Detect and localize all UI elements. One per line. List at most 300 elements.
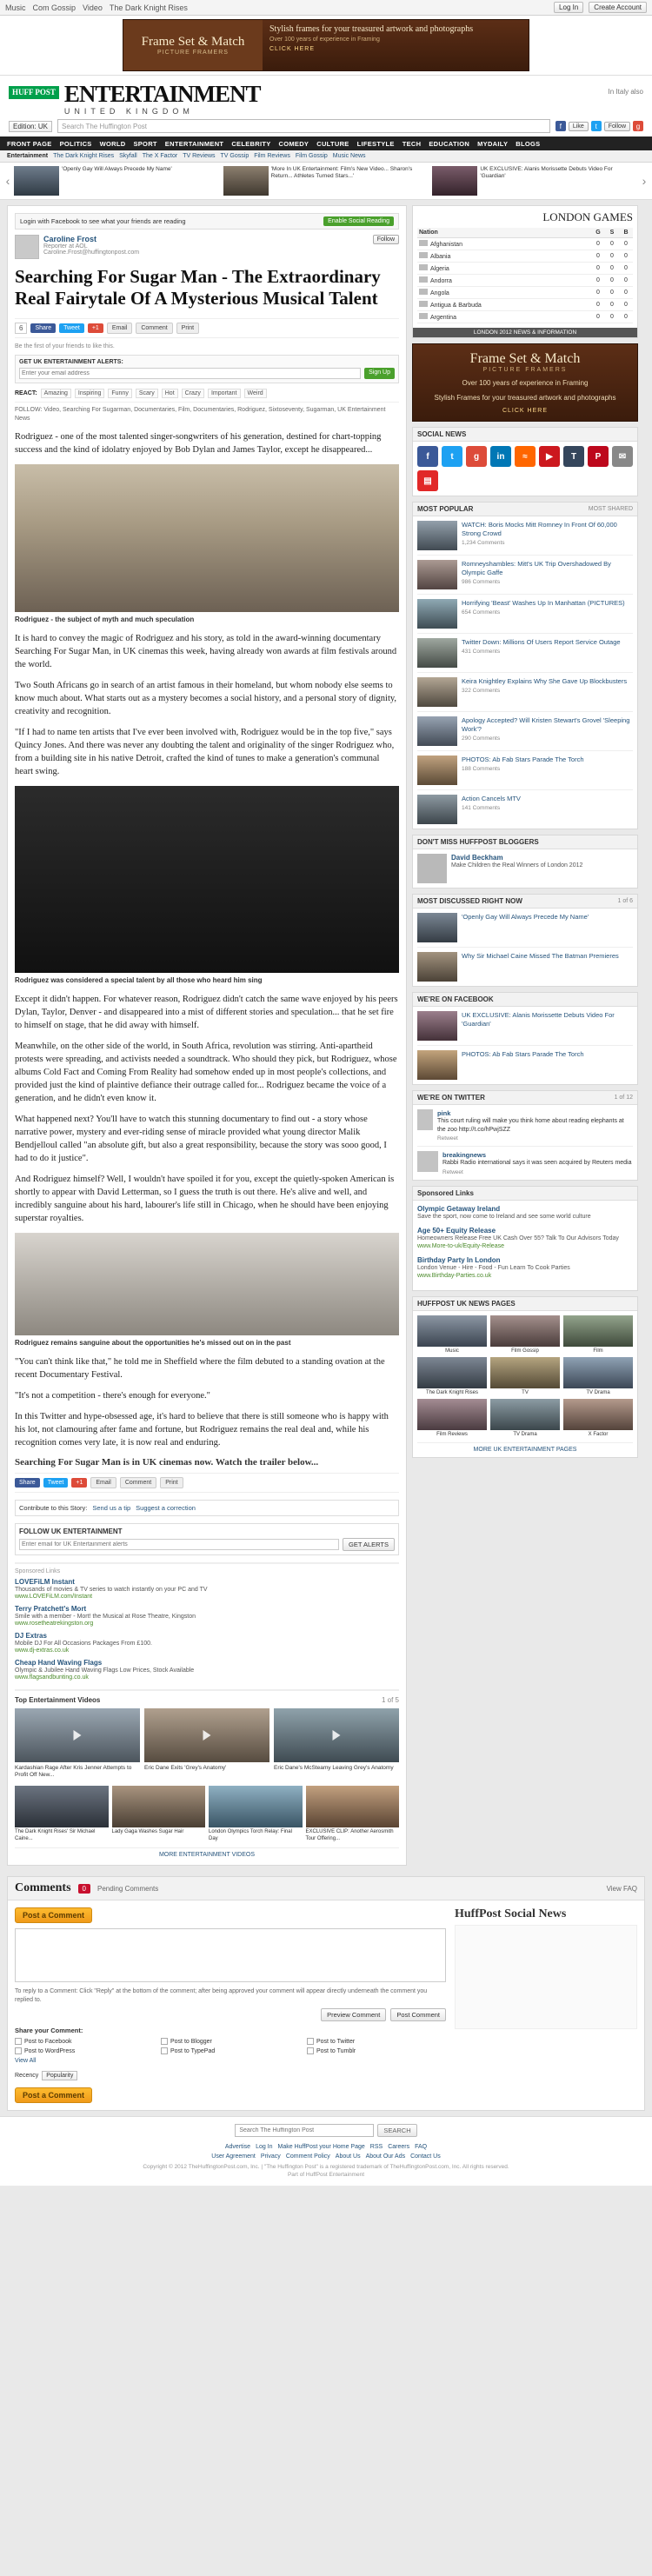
sponsored-link-title[interactable]: DJ Extras	[15, 1632, 47, 1640]
nav-item-celebrity[interactable]: CELEBRITY	[231, 139, 271, 148]
comments-faq-link[interactable]: View FAQ	[606, 1884, 637, 1893]
list-item[interactable]	[417, 516, 633, 556]
linkedin-icon[interactable]: in	[490, 446, 511, 467]
sidebar-ad-cta[interactable]: CLICK HERE	[502, 408, 548, 414]
footer-link-contact-us[interactable]: Contact Us	[410, 2153, 441, 2160]
news-page-card[interactable]	[490, 1399, 560, 1437]
video-thumbnail[interactable]	[15, 1786, 109, 1827]
topbar-links	[5, 3, 554, 12]
footer-link-careers[interactable]: Careers	[388, 2144, 410, 2150]
list-item-thumbnail	[417, 521, 457, 550]
sidebar-ad-brand-sub: PICTURE FRAMERS	[482, 367, 568, 373]
google-plus-icon[interactable]: g	[466, 446, 487, 467]
social-reading-strip	[15, 213, 399, 230]
footer-links-row-1	[7, 2144, 645, 2150]
video-thumb-card[interactable]	[15, 1786, 109, 1842]
footer-link-homepage[interactable]: Make HuffPost your Home Page	[277, 2144, 365, 2150]
article-paragraph-0: Rodriguez - one of the most talented singer-songwriters of his generation, destined for chart-topping success and the kind of idolatry enjoyed by Bob Dylan and James Taylor, except he disappeared...	[15, 432, 382, 455]
checkbox-icon[interactable]	[15, 2038, 22, 2045]
sponsored-link-item[interactable]	[15, 1659, 399, 1681]
checkbox-icon[interactable]	[15, 2047, 22, 2054]
submit-comment-button[interactable]: Post Comment	[390, 2008, 446, 2021]
play-icon	[74, 1730, 82, 1741]
most-popular-tab[interactable]: MOST POPULAR	[417, 505, 474, 513]
author-name[interactable]: Caroline Frost	[43, 235, 97, 243]
list-item-title[interactable]: PHOTOS: Ab Fab Stars Parade The Torch	[462, 1050, 584, 1058]
more-news-pages-link[interactable]: MORE UK ENTERTAINMENT PAGES	[417, 1442, 633, 1453]
create-account-button[interactable]: Create Account	[589, 2, 647, 13]
tumblr-icon[interactable]: T	[563, 446, 584, 467]
cell-bronze: 0	[619, 311, 633, 323]
share-print-button-bottom[interactable]: Print	[160, 1477, 183, 1488]
video-thumb-card[interactable]	[209, 1786, 303, 1842]
cell-nation	[417, 238, 591, 250]
flipboard-icon[interactable]: ▤	[417, 470, 438, 491]
social-news-header: SOCIAL NEWS	[413, 428, 637, 442]
olympics-footer-link[interactable]: LONDON 2012 NEWS & INFORMATION	[413, 328, 637, 337]
news-page-label[interactable]: TV	[522, 1389, 529, 1395]
olympics-medal-module	[412, 205, 638, 338]
checkbox-icon[interactable]	[161, 2047, 168, 2054]
video-card[interactable]	[144, 1708, 269, 1779]
nav-item-blogs[interactable]: BLOGS	[516, 139, 541, 148]
contribute-box	[15, 1500, 399, 1516]
author-role: Reporter at AOL	[43, 243, 88, 250]
nation-name: Angola	[430, 290, 449, 296]
pinterest-icon[interactable]: P	[588, 446, 609, 467]
video-thumbnail[interactable]	[144, 1708, 269, 1762]
facebook-like-button[interactable]: Like	[569, 122, 589, 131]
nav-item-comedy[interactable]: COMEDY	[278, 139, 309, 148]
olympics-title: LONDON GAMES	[542, 210, 633, 223]
article-column	[7, 205, 407, 1866]
comment-textarea[interactable]	[15, 1928, 446, 1982]
blogger-name[interactable]: David Beckham	[451, 854, 503, 862]
carousel-prev-icon[interactable]: ‹	[5, 174, 10, 188]
list-item-title[interactable]: Apology Accepted? Will Kristen Stewart's Grovel 'Sleeping Work'?	[462, 716, 630, 733]
edition-selector[interactable]: Edition: UK	[9, 121, 52, 132]
youtube-icon[interactable]: ▶	[539, 446, 560, 467]
sponsored-links-header: Sponsored Links	[15, 1568, 61, 1574]
carousel-thumb	[223, 166, 269, 196]
news-page-card[interactable]	[563, 1315, 633, 1354]
news-page-label[interactable]: X Factor	[588, 1431, 609, 1437]
cell-bronze: 0	[619, 263, 633, 275]
topbar-link-3[interactable]: The Dark Knight Rises	[109, 3, 188, 12]
flag-icon	[419, 252, 428, 258]
sponsored-link-url: www.dj-extras.co.uk	[15, 1647, 70, 1654]
footer-link-privacy[interactable]: Privacy	[260, 2153, 281, 2160]
video-thumbnail[interactable]	[15, 1708, 140, 1762]
react-scary[interactable]: Scary	[136, 389, 158, 398]
list-item[interactable]	[417, 595, 633, 634]
nation-name: Afghanistan	[430, 242, 462, 248]
cell-silver: 0	[605, 287, 619, 299]
blogger-post-title[interactable]: Make Children the Real Winners of London 2012	[451, 862, 583, 869]
list-item-title[interactable]: 'Openly Gay Will Always Precede My Name'	[462, 913, 589, 921]
react-weird[interactable]: Weird	[244, 389, 267, 398]
article-caption-1: Rodriguez - the subject of myth and much speculation	[15, 616, 195, 623]
list-item-title[interactable]: WATCH: Boris Mocks Mitt Romney In Front Of 60,000 Strong Crowd	[462, 521, 617, 537]
pending-comments-label[interactable]: Pending Comments	[97, 1884, 159, 1893]
list-item-meta: 290 Comments	[462, 736, 501, 742]
video-card[interactable]	[274, 1708, 399, 1779]
sponsored-item-title[interactable]: Olympic Getaway Ireland	[417, 1204, 501, 1213]
carousel-item[interactable]	[223, 166, 429, 196]
topbar-link-0[interactable]: Music	[5, 3, 26, 12]
share-facebook-button[interactable]: Share	[30, 323, 56, 333]
footer-copyright: Copyright © 2012 TheHuffingtonPost.com, Inc. | "The Huffington Post" is a registered trademark of TheHuffingtonPost.com, Inc. All rights reserved.	[143, 2164, 509, 2170]
video-thumbnail[interactable]	[209, 1786, 303, 1827]
sponsored-link-item[interactable]	[15, 1578, 399, 1600]
site-logo[interactable]	[9, 83, 261, 116]
react-funny[interactable]: Funny	[108, 389, 131, 398]
subnav-item-4[interactable]: TV Gossip	[220, 153, 249, 159]
news-page-label[interactable]: TV Drama	[513, 1431, 537, 1437]
email-alerts-submit[interactable]: Sign Up	[364, 368, 395, 379]
blogger-item[interactable]	[417, 854, 633, 883]
share-google-button[interactable]: +1	[88, 323, 103, 333]
list-item-meta: 188 Comments	[462, 766, 501, 772]
video-thumbnail[interactable]	[306, 1786, 400, 1827]
react-crazy[interactable]: Crazy	[182, 389, 204, 398]
list-item-thumbnail	[417, 599, 457, 629]
subnav-item-6[interactable]: Film Gossip	[295, 153, 328, 159]
email-alerts-input[interactable]	[19, 368, 361, 379]
facebook-module-header: WE'RE ON FACEBOOK	[413, 993, 637, 1007]
list-item[interactable]	[417, 1046, 633, 1084]
more-videos-link[interactable]: MORE ENTERTAINMENT VIDEOS	[15, 1847, 399, 1858]
share-option-wordpress[interactable]	[15, 2047, 154, 2054]
video-thumbnail[interactable]	[274, 1708, 399, 1762]
list-item-title[interactable]: Why Sir Michael Caine Missed The Batman Premieres	[462, 952, 619, 960]
sponsored-link-url: www.flagsandbunting.co.uk	[15, 1674, 89, 1681]
masthead-tagline: In Italy also	[608, 88, 643, 96]
topbar-link-1[interactable]: Com Gossip	[32, 3, 77, 12]
table-row	[417, 299, 633, 311]
retweet-button[interactable]: Retweet	[442, 1168, 463, 1175]
footer-search-input[interactable]	[235, 2124, 374, 2137]
footer-link-comment-policy[interactable]: Comment Policy	[285, 2153, 330, 2160]
list-item[interactable]	[417, 712, 633, 751]
nav-item-entertainment[interactable]: ENTERTAINMENT	[164, 139, 224, 148]
email-icon[interactable]: ✉	[612, 446, 633, 467]
sidebar-ad[interactable]	[412, 343, 638, 422]
topbar-link-2[interactable]: Video	[83, 3, 103, 12]
footer-links-row-2	[7, 2153, 645, 2160]
footer-link-rss[interactable]: RSS	[369, 2144, 383, 2150]
comments-body	[8, 1900, 644, 2110]
nation-name: Algeria	[430, 266, 449, 272]
video-card[interactable]	[15, 1708, 140, 1779]
react-important[interactable]: Important	[208, 389, 241, 398]
subnav-item-7[interactable]: Music News	[332, 153, 366, 159]
comment-reply-note: To reply to a Comment: Click "Reply" at the bottom of the comment; after being approved your comment will appear directly underneath the comment you replied to.	[15, 1988, 428, 2003]
share-twitter-button-bottom[interactable]: Tweet	[43, 1478, 69, 1488]
news-page-card[interactable]	[563, 1357, 633, 1395]
news-page-card[interactable]	[563, 1399, 633, 1437]
share-email-button[interactable]: Email	[107, 323, 133, 334]
sponsored-item[interactable]	[417, 1227, 633, 1250]
react-amazing[interactable]: Amazing	[41, 389, 71, 398]
preview-comment-button[interactable]: Preview Comment	[321, 2008, 386, 2021]
video-thumb-caption: The Dark Knight Rises' Sir Michael Caine...	[15, 1829, 96, 1841]
nav-item-education[interactable]: EDUCATION	[429, 139, 470, 148]
subnav-item-0[interactable]: The Dark Knight Rises	[53, 153, 115, 159]
list-item[interactable]	[417, 556, 633, 595]
sponsored-link-title[interactable]: Terry Pratchett's Mort	[15, 1605, 87, 1613]
list-item[interactable]	[417, 673, 633, 712]
checkbox-icon[interactable]	[307, 2038, 314, 2045]
article-paragraph-10: In this Twitter and hype-obsessed age, it's hard to believe that there is still someone who is happy with his lot, not clamouring after fame and fortune, but Rodriguez remains the real deal and, while his recognition comes very late, it is now real and enduring.	[15, 1412, 389, 1448]
news-page-label[interactable]: Film	[593, 1348, 603, 1354]
news-page-thumbnail	[417, 1399, 487, 1430]
tweet-item[interactable]	[417, 1147, 633, 1180]
share-bar-top	[15, 318, 399, 338]
list-item-title[interactable]: PHOTOS: Ab Fab Stars Parade The Torch	[462, 755, 584, 763]
footer-link-advertise[interactable]: Advertise	[224, 2144, 251, 2150]
list-item-thumbnail	[417, 952, 457, 982]
list-item-thumbnail	[417, 755, 457, 785]
col-bronze: B	[619, 228, 633, 238]
news-pages-module	[412, 1296, 638, 1458]
share-comment-options	[15, 2038, 446, 2054]
suggest-correction-link[interactable]: Suggest a correction	[136, 1504, 196, 1512]
get-alerts-button[interactable]: GET ALERTS	[343, 1538, 395, 1551]
nav-item-tech[interactable]: TECH	[402, 139, 422, 148]
list-item-meta: 654 Comments	[462, 609, 501, 616]
news-page-thumbnail	[563, 1357, 633, 1388]
share-option-twitter[interactable]	[307, 2038, 446, 2045]
subnav-item-2[interactable]: The X Factor	[142, 153, 178, 159]
flag-icon	[419, 313, 428, 319]
twitter-follow-button[interactable]: Follow	[604, 122, 630, 131]
list-item-thumbnail	[417, 638, 457, 668]
share-option-tumblr[interactable]	[307, 2047, 446, 2054]
list-item[interactable]	[417, 751, 633, 790]
share-option-facebook[interactable]	[15, 2038, 154, 2045]
huffpost-logo[interactable]: HUFF POST	[9, 86, 59, 99]
carousel-item[interactable]	[14, 166, 220, 196]
share-google-button-bottom[interactable]: +1	[71, 1478, 87, 1488]
subnav-item-3[interactable]: TV Reviews	[183, 153, 216, 159]
comments-header	[8, 1877, 644, 1900]
sponsored-link-title[interactable]: Cheap Hand Waving Flags	[15, 1659, 103, 1667]
sponsored-link-item[interactable]	[15, 1605, 399, 1627]
news-page-card[interactable]	[490, 1357, 560, 1395]
cell-nation	[417, 250, 591, 263]
rss-icon[interactable]: ≈	[515, 446, 536, 467]
share-option-typepad[interactable]	[161, 2047, 300, 2054]
ad-cta[interactable]: CLICK HERE	[269, 46, 316, 52]
share-option-label: Post to Blogger	[170, 2038, 212, 2045]
flag-icon	[419, 240, 428, 246]
retweet-button[interactable]: Retweet	[436, 1135, 458, 1142]
tweet-author[interactable]: pink	[436, 1109, 451, 1117]
share-comment-button[interactable]: Comment	[136, 323, 172, 334]
news-page-label[interactable]: Music	[445, 1348, 459, 1354]
play-icon	[333, 1730, 341, 1741]
send-tip-link[interactable]: Send us a tip	[92, 1504, 131, 1512]
list-item[interactable]	[417, 1007, 633, 1046]
play-icon	[203, 1730, 211, 1741]
list-item-title[interactable]: Horrifying 'Beast' Washes Up In Manhattan (PICTURES)	[462, 599, 625, 607]
share-option-blogger[interactable]	[161, 2038, 300, 2045]
list-item-title[interactable]: UK EXCLUSIVE: Alanis Morissette Debuts Video For 'Guardian'	[462, 1011, 615, 1028]
sponsored-link-desc: Thousands of movies & TV series to watch instantly on your PC and TV	[15, 1587, 208, 1593]
news-page-card[interactable]	[490, 1315, 560, 1354]
sidebar-ad-line1: Over 100 years of experience in Framing	[462, 379, 589, 387]
sponsored-item[interactable]	[417, 1256, 633, 1280]
table-row	[417, 250, 633, 263]
facebook-icon[interactable]: f	[556, 121, 566, 131]
comment-sort-select[interactable]: Popularity	[42, 2071, 77, 2080]
sponsored-item-title[interactable]: Age 50+ Equity Release	[417, 1226, 496, 1235]
comment-sort-label: Recency	[15, 2073, 39, 2079]
carousel-caption: 'More In UK Entertainment: Film's New Video... Sharon's Return... Athletes Turned Stars...'	[270, 166, 413, 179]
sponsored-item[interactable]	[417, 1205, 633, 1221]
utility-topbar	[0, 0, 652, 16]
list-item[interactable]	[417, 948, 633, 986]
page-title: ENTERTAINMENT	[63, 81, 261, 107]
list-item-thumbnail	[417, 1050, 457, 1080]
enable-social-reading-button[interactable]: Enable Social Reading	[323, 216, 394, 226]
subnav-item-1[interactable]: Skyfall	[119, 153, 137, 159]
share-email-button-bottom[interactable]: Email	[90, 1477, 116, 1488]
login-button[interactable]: Log In	[554, 2, 583, 13]
email-alerts-box	[15, 355, 399, 383]
cell-nation	[417, 275, 591, 287]
most-shared-tab[interactable]: MOST SHARED	[588, 506, 633, 512]
footer-link-faq[interactable]: FAQ	[415, 2144, 428, 2150]
article-paragraph-4: Except it didn't happen. For whatever reason, Rodriguez didn't catch the same wave enjoyed by his peers Dylan, Taylor, Denver - and disappeared into a mist of different stories and speculation... that he set fire to himself on stage, that he did away with himself.	[15, 995, 398, 1030]
most-discussed-pager[interactable]: 1 of 6	[617, 898, 633, 904]
twitter-module-pager[interactable]: 1 of 12	[614, 1095, 633, 1101]
ad-brand-sub: PICTURE FRAMERS	[157, 50, 229, 56]
nav-item-world[interactable]: WORLD	[99, 139, 126, 148]
cell-gold: 0	[591, 287, 605, 299]
featured-carousel	[0, 163, 652, 200]
nav-item-sport[interactable]: SPORT	[133, 139, 157, 148]
post-comment-button-top[interactable]: Post a Comment	[15, 1907, 92, 1923]
footer-link-about-us[interactable]: About Us	[335, 2153, 361, 2160]
share-comment-button-bottom[interactable]: Comment	[120, 1477, 156, 1488]
table-row	[417, 287, 633, 299]
list-item-title[interactable]: Action Cancels MTV	[462, 795, 521, 802]
nav-item-lifestyle[interactable]: LIFESTYLE	[356, 139, 395, 148]
sponsored-link-item[interactable]	[15, 1632, 399, 1654]
nav-item-politics[interactable]: POLITICS	[59, 139, 92, 148]
footer-link-about-our-ads[interactable]: About Our Ads	[365, 2153, 406, 2160]
comments-section	[7, 1876, 645, 2111]
nation-name: Andorra	[430, 278, 452, 284]
byline-text	[43, 235, 139, 256]
checkbox-icon[interactable]	[307, 2047, 314, 2054]
search-input[interactable]: Search The Huffington Post	[57, 119, 550, 133]
list-item[interactable]	[417, 909, 633, 948]
bloggers-header: DON'T MISS HUFFPOST BLOGGERS	[413, 835, 637, 849]
follow-entertainment-header: FOLLOW UK ENTERTAINMENT	[19, 1528, 123, 1535]
news-page-label[interactable]: TV Drama	[586, 1389, 610, 1395]
cell-bronze: 0	[619, 275, 633, 287]
twitter-icon[interactable]: t	[442, 446, 462, 467]
sponsored-link-title[interactable]: LOVEFiLM Instant	[15, 1578, 75, 1586]
video-thumbnail[interactable]	[112, 1786, 206, 1827]
list-item-meta: 1,234 Comments	[462, 540, 505, 546]
list-item-title[interactable]: Twitter Down: Millions Of Users Report Service Outage	[462, 638, 621, 646]
news-page-label[interactable]: Film Reviews	[436, 1431, 468, 1437]
tweet-author[interactable]: breakingnews	[442, 1151, 487, 1159]
top-videos-pager[interactable]: 1 of 5	[381, 1696, 399, 1704]
footer-link-user-agreement[interactable]: User Agreement	[211, 2153, 256, 2160]
article-paragraph-6: What happened next? You'll have to watch this stunning documentary to find out - a story whose narrative power, mystery and ever-riding sense of miracle provided what young director Malik Bendjelloul called "an absolute gift, but also a great responsibility, because the story was sooo good, I had to do it justice".	[15, 1115, 387, 1163]
list-item[interactable]	[417, 790, 633, 829]
list-item-title[interactable]: Keira Knightley Explains Why She Gave Up Blockbusters	[462, 677, 628, 685]
video-thumb-caption: London Olympics Torch Relay: Final Day	[209, 1829, 292, 1841]
share-facebook-button-bottom[interactable]: Share	[15, 1478, 40, 1488]
video-caption: Eric Dane's McSteamy Leaving Grey's Anatomy	[274, 1765, 394, 1771]
article-paragraph-2: Two South Africans go in search of an artist famous in their homeland, but whom nobody else seems to know much about. What starts out as a mystery becomes a social history, and a personal story of dignity, creativity and recognition.	[15, 681, 397, 716]
react-hot[interactable]: Hot	[162, 389, 178, 398]
twitter-icon[interactable]: t	[591, 121, 602, 131]
video-thumb-card[interactable]	[306, 1786, 400, 1842]
article-photo-3	[15, 1233, 399, 1335]
news-page-thumbnail	[490, 1399, 560, 1430]
checkbox-icon[interactable]	[161, 2038, 168, 2045]
list-item-title[interactable]: Romneyshambles: Mitt's UK Trip Overshadowed By Olympic Gaffe	[462, 560, 611, 576]
subnav-item-5[interactable]: Film Reviews	[254, 153, 290, 159]
footer-link-login[interactable]: Log In	[256, 2144, 273, 2150]
news-page-card[interactable]	[417, 1399, 487, 1437]
byline-follow-button[interactable]: Follow	[373, 235, 399, 244]
view-all-share-options[interactable]: View All	[15, 2058, 37, 2064]
video-thumb-card[interactable]	[112, 1786, 206, 1842]
sponsored-item-desc: London Venue - Hire - Food - Fun Learn To Cook Parties	[417, 1264, 570, 1271]
nav-item-front-page[interactable]: FRONT PAGE	[7, 139, 52, 148]
sponsored-item-title[interactable]: Birthday Party In London	[417, 1255, 501, 1264]
carousel-thumb	[14, 166, 59, 196]
article-tags[interactable]: FOLLOW: Video, Searching For Sugarman, Documentaries, Film, Documentaries, Rodriguez, Sixtoseventy, Sugarman, UK Entertainment News	[15, 407, 386, 422]
news-page-label[interactable]: The Dark Knight Rises	[425, 1389, 479, 1395]
nav-item-mydaily[interactable]: MYDAILY	[477, 139, 509, 148]
list-item[interactable]	[417, 634, 633, 673]
author-email[interactable]: Caroline.Frost@huffingtonpost.com	[43, 250, 140, 256]
footer-search-button[interactable]: SEARCH	[377, 2124, 416, 2137]
google-plus-icon[interactable]: g	[633, 121, 643, 131]
comment-form-actions	[15, 2008, 446, 2021]
carousel-item[interactable]	[432, 166, 638, 196]
news-pages-header: HUFFPOST UK NEWS PAGES	[413, 1297, 637, 1311]
carousel-next-icon[interactable]: ›	[642, 174, 647, 188]
react-inspiring[interactable]: Inspiring	[75, 389, 104, 398]
tweet-text: Rabbi Radio international says it was seen acquired by Reuters media	[442, 1160, 632, 1166]
social-news-panel-body	[455, 1925, 637, 2029]
share-print-button[interactable]: Print	[176, 323, 199, 334]
facebook-icon[interactable]: f	[417, 446, 438, 467]
news-page-card[interactable]	[417, 1357, 487, 1395]
post-comment-button-bottom[interactable]: Post a Comment	[15, 2087, 92, 2103]
news-page-label[interactable]: Film Gossip	[511, 1348, 539, 1354]
follow-entertainment-input[interactable]	[19, 1539, 339, 1550]
ad-brand-name: Frame Set & Match	[141, 35, 245, 49]
leaderboard-ad[interactable]	[123, 19, 529, 71]
nation-name: Argentina	[430, 315, 456, 321]
news-page-card[interactable]	[417, 1315, 487, 1354]
nav-item-culture[interactable]: CULTURE	[316, 139, 349, 148]
share-twitter-button[interactable]: Tweet	[59, 323, 84, 333]
tweet-item[interactable]	[417, 1105, 633, 1147]
list-item-thumbnail	[417, 913, 457, 942]
